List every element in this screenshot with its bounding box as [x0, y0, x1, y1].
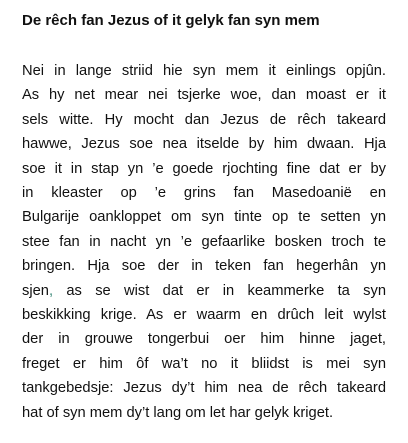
paragraph-line: in kleaster op ’e grins fan Masedoanië en: [22, 185, 386, 202]
line-rest: as se wist dat er in keammerke ta syn: [66, 282, 386, 299]
paragraph-line: Bulgarije oankloppet om syn tinte op te setten yn: [22, 209, 386, 226]
line-start-word: sjen: [22, 282, 49, 299]
paragraph-line: As hy net mear nei tsjerke woe, dan moast er it: [22, 87, 386, 104]
paragraph-line: der in grouwe tongerbui oer him hinne jaget,: [22, 331, 386, 348]
paragraph-line: hawwe, Jezus soe nea itselde by him dwaan. Hja: [22, 136, 386, 153]
paragraph-line: Nei in lange striid hie syn mem it einlings opjûn.: [22, 63, 386, 79]
paragraph-line: freget er him ôf wa’t no it bliidst is mei syn: [22, 355, 386, 372]
paragraph-line: soe it in stap yn ’e goede rjochting fine dat er by: [22, 160, 386, 177]
paragraph-last-line: hat of syn mem dy’t lang om let har gelyk kriget.: [22, 404, 334, 421]
paragraph-line-with-comma: [22, 279, 386, 303]
paragraph-line: sels witte. Hy mocht dan Jezus de rêch takeard: [22, 111, 386, 128]
document-page: [22, 10, 386, 425]
paragraph-line: beskikking krige. As er waarm en drûch leit wylst: [22, 307, 386, 324]
document-title: De rêch fan Jezus of it gelyk fan syn mem: [22, 12, 320, 29]
paragraph-line: stee fan in nacht yn ’e gefaarlike bosken troch te: [22, 233, 386, 250]
paragraph-line: bringen. Hja soe der in teken fan hegerhân yn: [22, 258, 386, 275]
paragraph-line: tankgebedsje: Jezus dy’t him nea de rêch takeard: [22, 380, 386, 397]
document-paragraph: [22, 59, 386, 425]
highlighted-comma: ,: [48, 282, 54, 299]
